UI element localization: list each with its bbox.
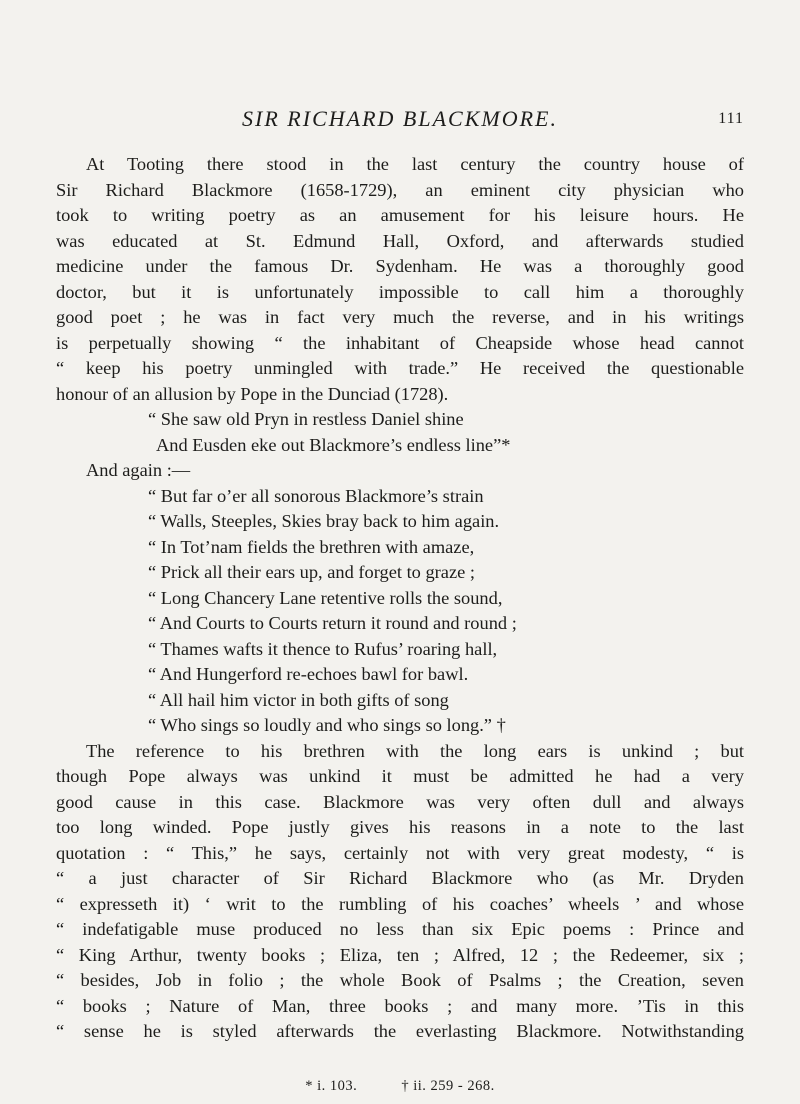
text-line: too long winded. Pope justly gives his reasons in a note to the last xyxy=(56,817,744,837)
text-line: doctor, but it is unfortunately impossible to call him a thoroughly xyxy=(56,281,744,302)
body-text xyxy=(56,152,744,1045)
verse-line: “ All hail him victor in both gifts of song xyxy=(148,689,449,710)
text-line: medicine under the famous Dr. Sydenham. He was a thoroughly good xyxy=(56,256,744,276)
text-line: took to writing poetry as an amusement for his leisure hours. He xyxy=(56,205,744,225)
text-line: At Tooting there stood in the last century the country house of xyxy=(86,154,744,174)
verse-line: “ She saw old Pryn in restless Daniel shine xyxy=(148,409,464,429)
footnote: * i. 103. xyxy=(305,1078,358,1094)
verse-line: “ Long Chancery Lane retentive rolls the sound, xyxy=(148,587,503,608)
verse-line: “ Thames wafts it thence to Rufus’ roaring hall, xyxy=(148,638,498,659)
text-line: “ keep his poetry unmingled with trade.” He received the questionable xyxy=(56,358,744,378)
verse-line: “ Prick all their ears up, and forget to graze ; xyxy=(148,562,475,582)
text-line: was educated at St. Edmund Hall, Oxford, and afterwards studied xyxy=(56,230,744,251)
text-line: “ a just character of Sir Richard Blackmore who (as Mr. Dryden xyxy=(56,868,744,888)
text-line: “ books ; Nature of Man, three books ; and many more. ’Tis in this xyxy=(56,995,744,1016)
running-title: SIR RICHARD BLACKMORE. xyxy=(242,106,558,131)
text-line: is perpetually showing “ the inhabitant of Cheapside whose head cannot xyxy=(56,332,744,353)
footnote: † ii. 259 - 268. xyxy=(401,1078,495,1094)
page-number: 111 xyxy=(718,110,744,127)
text-line: quotation : “ This,” he says, certainly not with very great modesty, “ is xyxy=(56,842,744,863)
text-line: And again :— xyxy=(86,460,191,480)
verse-line: “ And Hungerford re-echoes bawl for bawl. xyxy=(148,664,469,684)
footnotes xyxy=(0,1078,800,1095)
verse-line: “ In Tot’nam fields the brethren with amaze, xyxy=(148,536,475,557)
verse-line: “ But far o’er all sonorous Blackmore’s strain xyxy=(148,485,484,506)
text-line: “ expresseth it) ‘ writ to the rumbling of his coaches’ wheels ’ and whose xyxy=(56,893,744,914)
text-line: Sir Richard Blackmore (1658-1729), an eminent city physician who xyxy=(56,179,744,200)
text-line: “ King Arthur, twenty books ; Eliza, ten ; Alfred, 12 ; the Redeemer, six ; xyxy=(56,944,744,965)
running-head xyxy=(56,106,744,136)
text-line: The reference to his brethren with the long ears is unkind ; but xyxy=(86,740,744,761)
text-line: good cause in this case. Blackmore was very often dull and always xyxy=(56,791,744,812)
verse-line: “ And Courts to Courts return it round and round ; xyxy=(148,613,517,633)
text-line: “ sense he is styled afterwards the everlasting Blackmore. Notwithstanding xyxy=(56,1021,744,1041)
text-line: “ indefatigable muse produced no less than six Epic poems : Prince and xyxy=(56,919,744,939)
text-line: good poet ; he was in fact very much the reverse, and in his writings xyxy=(56,307,744,327)
text-line: “ besides, Job in folio ; the whole Book of Psalms ; the Creation, seven xyxy=(56,970,744,990)
verse-line: And Eusden eke out Blackmore’s endless line”* xyxy=(156,434,511,455)
verse-line: “ Walls, Steeples, Skies bray back to him again. xyxy=(148,511,500,531)
text-line: though Pope always was unkind it must be admitted he had a very xyxy=(56,766,744,786)
verse-line: “ Who sings so loudly and who sings so long.” † xyxy=(148,715,506,735)
text-line: honour of an allusion by Pope in the Dunciad (1728). xyxy=(56,383,449,404)
